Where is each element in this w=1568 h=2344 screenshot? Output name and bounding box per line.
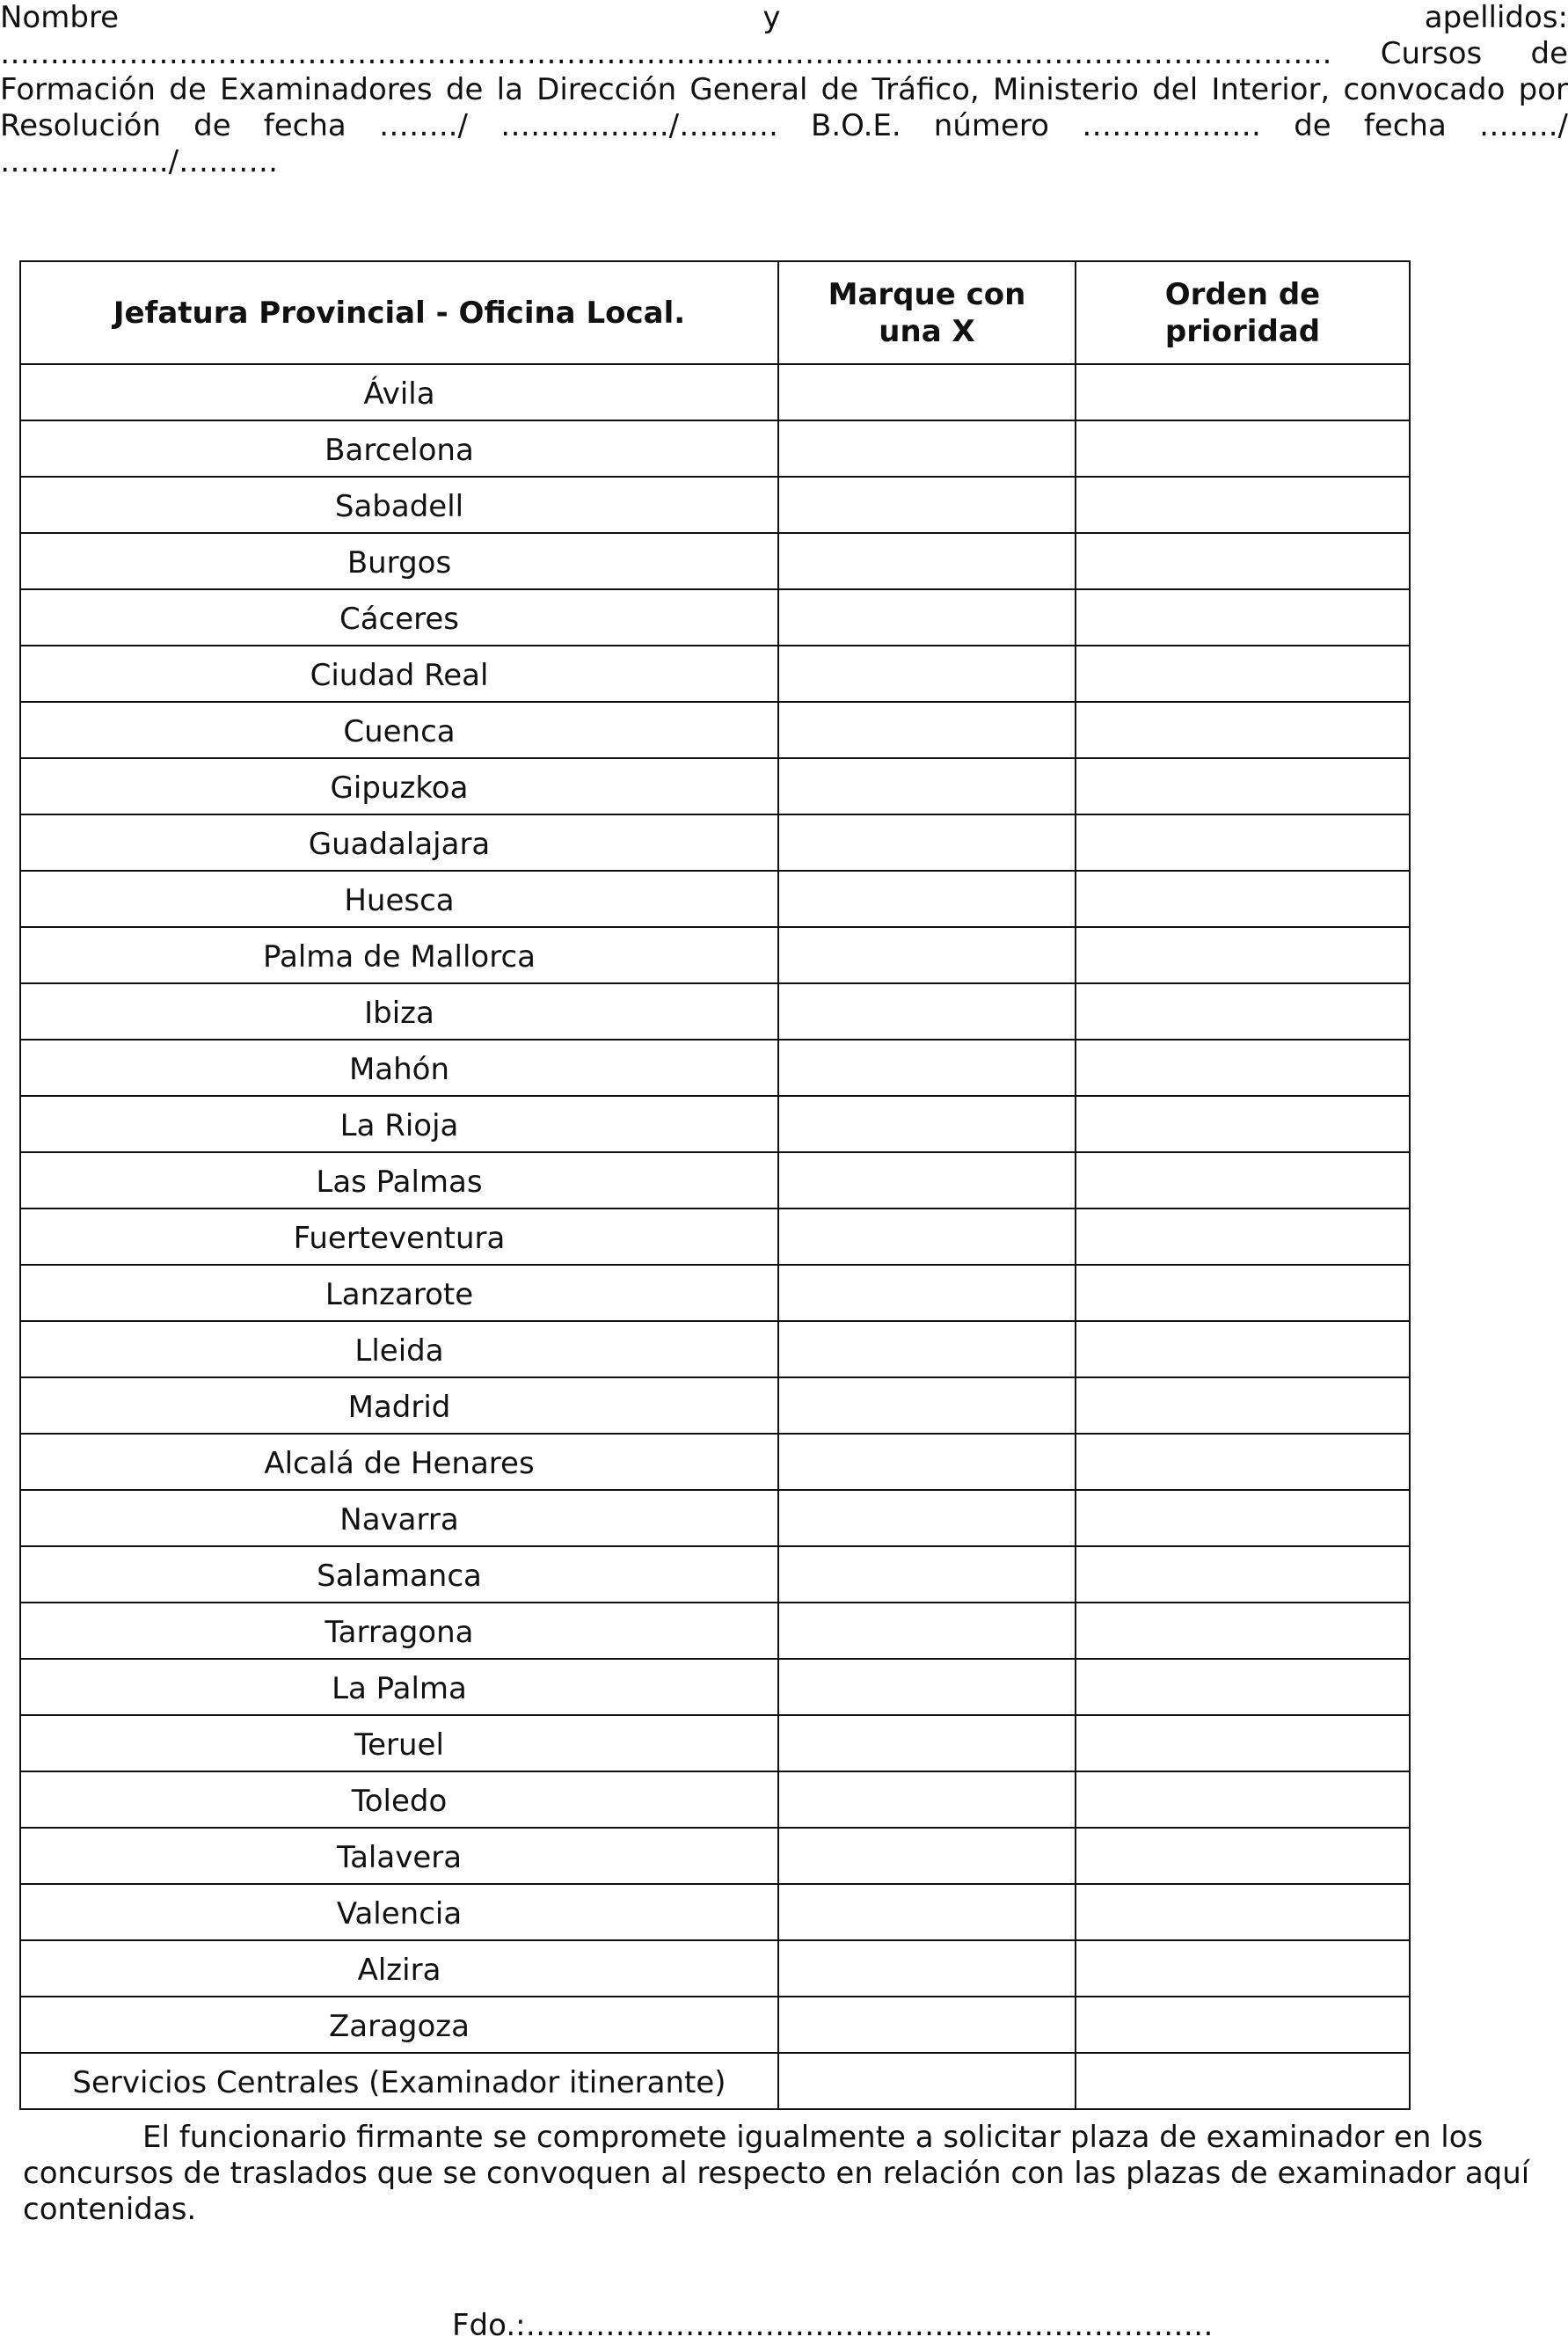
- priority-cell[interactable]: [1076, 1771, 1410, 1828]
- table-row: [20, 1209, 1410, 1265]
- office-name-cell: Madrid: [20, 1377, 778, 1434]
- mark-cell[interactable]: [778, 1940, 1076, 1997]
- priority-cell[interactable]: [1076, 1040, 1410, 1096]
- table-row: [20, 927, 1410, 983]
- table-row: [20, 1659, 1410, 1715]
- priority-cell[interactable]: [1076, 1546, 1410, 1603]
- mark-cell[interactable]: [778, 927, 1076, 983]
- mark-cell[interactable]: [778, 2053, 1076, 2109]
- commitment-text: El funcionario firmante se compromete igualmente a solicitar plaza de examinador en los concursos de traslados que se convoquen al respecto en relación con las plazas de examinador aquí contenidas.: [23, 2120, 1530, 2227]
- office-name-cell: Teruel: [20, 1715, 778, 1771]
- table-row: [20, 477, 1410, 533]
- column-header-mark-label: Marque con una X: [828, 276, 1026, 349]
- office-name-cell: Sabadell: [20, 477, 778, 533]
- commitment-paragraph: [23, 2120, 1535, 2228]
- mark-cell[interactable]: [778, 1659, 1076, 1715]
- office-name-cell: Ciudad Real: [20, 646, 778, 702]
- mark-cell[interactable]: [778, 1096, 1076, 1152]
- priority-cell[interactable]: [1076, 2053, 1410, 2109]
- table-row: [20, 1603, 1410, 1659]
- mark-cell[interactable]: [778, 1715, 1076, 1771]
- mark-cell[interactable]: [778, 646, 1076, 702]
- column-header-office: Jefatura Provincial - Oficina Local.: [20, 261, 778, 364]
- table-row: [20, 420, 1410, 477]
- office-name-cell: Talavera: [20, 1828, 778, 1884]
- mark-cell[interactable]: [778, 1603, 1076, 1659]
- table-row: [20, 364, 1410, 420]
- mark-cell[interactable]: [778, 1490, 1076, 1546]
- mark-cell[interactable]: [778, 702, 1076, 758]
- table-row: [20, 1096, 1410, 1152]
- priority-cell[interactable]: [1076, 814, 1410, 871]
- priority-cell[interactable]: [1076, 702, 1410, 758]
- priority-cell[interactable]: [1076, 1997, 1410, 2053]
- office-name-cell: Gipuzkoa: [20, 758, 778, 814]
- signature-line: Fdo.:……………………………………………………………: [452, 2308, 1214, 2343]
- priority-cell[interactable]: [1076, 1096, 1410, 1152]
- form-header: [0, 0, 1568, 180]
- office-name-cell: Guadalajara: [20, 814, 778, 871]
- office-name-cell: Ibiza: [20, 983, 778, 1040]
- priority-cell[interactable]: [1076, 1434, 1410, 1490]
- priority-cell[interactable]: [1076, 1490, 1410, 1546]
- mark-cell[interactable]: [778, 477, 1076, 533]
- mark-cell[interactable]: [778, 758, 1076, 814]
- office-name-cell: Cáceres: [20, 589, 778, 646]
- office-name-cell: Valencia: [20, 1884, 778, 1940]
- table-row: [20, 1828, 1410, 1884]
- mark-cell[interactable]: [778, 1997, 1076, 2053]
- office-name-cell: Tarragona: [20, 1603, 778, 1659]
- mark-cell[interactable]: [778, 420, 1076, 477]
- office-name-cell: Ávila: [20, 364, 778, 420]
- priority-cell[interactable]: [1076, 1265, 1410, 1321]
- priority-cell[interactable]: [1076, 420, 1410, 477]
- mark-cell[interactable]: [778, 1209, 1076, 1265]
- priority-cell[interactable]: [1076, 1152, 1410, 1209]
- mark-cell[interactable]: [778, 1321, 1076, 1377]
- office-name-cell: Navarra: [20, 1490, 778, 1546]
- table-row: [20, 1490, 1410, 1546]
- table-row: [20, 1040, 1410, 1096]
- priority-cell[interactable]: [1076, 927, 1410, 983]
- priority-cell[interactable]: [1076, 1828, 1410, 1884]
- column-header-mark: [778, 261, 1076, 364]
- office-name-cell: Mahón: [20, 1040, 778, 1096]
- table-row: [20, 533, 1410, 589]
- table-row: [20, 589, 1410, 646]
- table-row: [20, 1265, 1410, 1321]
- column-header-priority: [1076, 261, 1410, 364]
- priority-cell[interactable]: [1076, 1940, 1410, 1997]
- mark-cell[interactable]: [778, 1152, 1076, 1209]
- mark-cell[interactable]: [778, 1884, 1076, 1940]
- table-row: [20, 702, 1410, 758]
- table-row: [20, 1377, 1410, 1434]
- table-row: [20, 1771, 1410, 1828]
- mark-cell[interactable]: [778, 589, 1076, 646]
- office-name-cell: Lleida: [20, 1321, 778, 1377]
- mark-cell[interactable]: [778, 1040, 1076, 1096]
- priority-cell[interactable]: [1076, 871, 1410, 927]
- office-name-cell: Barcelona: [20, 420, 778, 477]
- office-name-cell: Burgos: [20, 533, 778, 589]
- mark-cell[interactable]: [778, 1828, 1076, 1884]
- office-name-cell: La Rioja: [20, 1096, 778, 1152]
- office-name-cell: Alcalá de Henares: [20, 1434, 778, 1490]
- office-name-cell: Zaragoza: [20, 1997, 778, 2053]
- office-name-cell: Alzira: [20, 1940, 778, 1997]
- header-text: Nombre y apellidos: ……..…………..……………………………………………..………………………………………………….. Cursos de Formación de Examinadores de la Dirección General de Tráfico, Ministerio del Interior, convocado por Resolución de fecha ……../ ……………../………. B.O.E. número ……………… de fecha ……../ ……………../……….: [0, 0, 1568, 179]
- priority-cell[interactable]: [1076, 1884, 1410, 1940]
- office-name-cell: Salamanca: [20, 1546, 778, 1603]
- table-body: [20, 364, 1410, 2109]
- priority-cell[interactable]: [1076, 364, 1410, 420]
- priority-cell[interactable]: [1076, 1321, 1410, 1377]
- table-row: [20, 1884, 1410, 1940]
- priority-cell[interactable]: [1076, 1209, 1410, 1265]
- table-row: [20, 1715, 1410, 1771]
- mark-cell[interactable]: [778, 1546, 1076, 1603]
- table-header-row: [20, 261, 1410, 364]
- mark-cell[interactable]: [778, 533, 1076, 589]
- priority-cell[interactable]: [1076, 1659, 1410, 1715]
- office-name-cell: Servicios Centrales (Examinador itinerante): [20, 2053, 778, 2109]
- table-row: [20, 814, 1410, 871]
- office-name-cell: Palma de Mallorca: [20, 927, 778, 983]
- table-row: [20, 1321, 1410, 1377]
- priority-cell[interactable]: [1076, 646, 1410, 702]
- column-header-priority-label: Orden de prioridad: [1164, 276, 1321, 349]
- table-row: [20, 1940, 1410, 1997]
- mark-cell[interactable]: [778, 1771, 1076, 1828]
- office-name-cell: Huesca: [20, 871, 778, 927]
- priority-cell[interactable]: [1076, 477, 1410, 533]
- table-row: [20, 983, 1410, 1040]
- table-row: [20, 646, 1410, 702]
- mark-cell[interactable]: [778, 1265, 1076, 1321]
- table-row: [20, 1546, 1410, 1603]
- office-preference-table-wrap: [19, 260, 1411, 2110]
- priority-cell[interactable]: [1076, 758, 1410, 814]
- priority-cell[interactable]: [1076, 589, 1410, 646]
- office-name-cell: Lanzarote: [20, 1265, 778, 1321]
- mark-cell[interactable]: [778, 1434, 1076, 1490]
- priority-cell[interactable]: [1076, 1603, 1410, 1659]
- table-row: [20, 1997, 1410, 2053]
- priority-cell[interactable]: [1076, 983, 1410, 1040]
- office-name-cell: Toledo: [20, 1771, 778, 1828]
- priority-cell[interactable]: [1076, 1715, 1410, 1771]
- table-row: [20, 871, 1410, 927]
- office-preference-table: [19, 260, 1411, 2110]
- office-name-cell: La Palma: [20, 1659, 778, 1715]
- priority-cell[interactable]: [1076, 533, 1410, 589]
- mark-cell[interactable]: [778, 1377, 1076, 1434]
- mark-cell[interactable]: [778, 364, 1076, 420]
- table-row: [20, 758, 1410, 814]
- table-row: [20, 1434, 1410, 1490]
- office-name-cell: Cuenca: [20, 702, 778, 758]
- priority-cell[interactable]: [1076, 1377, 1410, 1434]
- table-row: [20, 1152, 1410, 1209]
- mark-cell[interactable]: [778, 814, 1076, 871]
- office-name-cell: Las Palmas: [20, 1152, 778, 1209]
- mark-cell[interactable]: [778, 983, 1076, 1040]
- office-name-cell: Fuerteventura: [20, 1209, 778, 1265]
- table-row: [20, 2053, 1410, 2109]
- mark-cell[interactable]: [778, 871, 1076, 927]
